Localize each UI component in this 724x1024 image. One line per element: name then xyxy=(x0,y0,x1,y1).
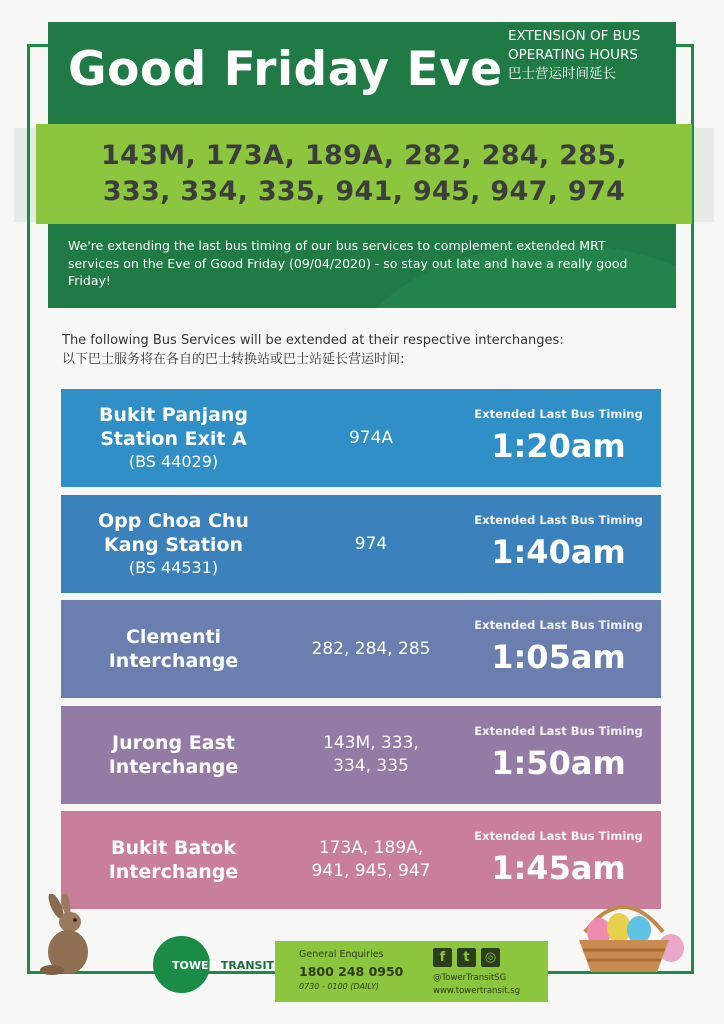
location-line: Bukit Panjang xyxy=(98,404,249,426)
bus-stop-code: (BS 44029) xyxy=(128,452,219,471)
location xyxy=(61,706,286,804)
timing xyxy=(456,706,661,804)
social-handle[interactable]: @TowerTransitSG xyxy=(433,973,507,983)
routes-line-1: 143M, 173A, 189A, 282, 284, 285, xyxy=(101,140,627,171)
location-line: Opp Choa Chu xyxy=(98,510,249,532)
location-line: Interchange xyxy=(108,861,239,883)
timing-label: Extended Last Bus Timing xyxy=(474,829,643,843)
location xyxy=(61,495,286,593)
services-intro-zh: 以下巴士服务将在各自的巴士转换站或巴士站延长营运时间: xyxy=(62,352,405,367)
services xyxy=(286,389,456,487)
intro-text: We're extending the last bus timing of our bus services to complement extended MRT services on the Eve of Good Friday (09/04/2020) - so stay out late and have a really good Friday! xyxy=(68,238,628,288)
location xyxy=(61,600,286,698)
timing-value: 1:05am xyxy=(491,638,626,676)
timing-value: 1:40am xyxy=(491,533,626,571)
interchange-card xyxy=(61,495,661,593)
subtitle-line-3: 巴士营运时间延长 xyxy=(508,66,616,82)
timing-label: Extended Last Bus Timing xyxy=(474,407,643,421)
services-intro xyxy=(62,331,564,369)
service-line: 334, 335 xyxy=(333,756,409,776)
services xyxy=(286,811,456,909)
operating-hours: 0730 - 0100 (DAILY) xyxy=(299,982,380,991)
services xyxy=(286,600,456,698)
subtitle-line-1: EXTENSION OF BUS xyxy=(508,28,641,44)
location-line: Jurong East xyxy=(112,732,235,754)
services xyxy=(286,706,456,804)
timing xyxy=(456,495,661,593)
services-intro-en: The following Bus Services will be extended at their respective interchanges: xyxy=(62,333,564,348)
location-line: Interchange xyxy=(108,756,239,778)
service-line: 941, 945, 947 xyxy=(311,861,431,881)
service-line: 173A, 189A, xyxy=(318,838,424,858)
timing xyxy=(456,389,661,487)
location-line: Bukit Batok xyxy=(111,837,236,859)
interchange-card xyxy=(61,600,661,698)
service-line: 282, 284, 285 xyxy=(311,638,431,659)
bus-stop-code: (BS 44531) xyxy=(128,558,219,577)
location xyxy=(61,389,286,487)
location-line: Station Exit A xyxy=(100,428,247,450)
service-line: 974A xyxy=(348,427,394,448)
website-link[interactable]: www.towertransit.sg xyxy=(433,986,521,996)
timing-value: 1:20am xyxy=(491,427,626,465)
services xyxy=(286,495,456,593)
location-line: Interchange xyxy=(108,650,239,672)
intro-panel xyxy=(48,224,676,308)
contact-panel xyxy=(275,941,548,1002)
logo-text-part1: TOWER xyxy=(172,959,217,972)
twitter-icon[interactable]: t xyxy=(457,948,476,967)
location-line: Clementi xyxy=(125,626,222,648)
rabbit-icon xyxy=(36,894,102,976)
facebook-icon[interactable]: f xyxy=(433,948,452,967)
tower-transit-logo-text xyxy=(172,959,274,972)
timing-label: Extended Last Bus Timing xyxy=(474,724,643,738)
location-line: Kang Station xyxy=(103,534,244,556)
routes-band xyxy=(36,124,692,224)
timing-label: Extended Last Bus Timing xyxy=(474,618,643,632)
page-title: Good Friday Eve xyxy=(68,42,503,97)
timing-value: 1:50am xyxy=(491,744,626,782)
interchange-card xyxy=(61,389,661,487)
header-subtitle xyxy=(508,27,678,84)
social-icons xyxy=(433,948,500,967)
phone-number[interactable]: 1800 248 0950 xyxy=(299,964,404,979)
instagram-icon[interactable]: ◎ xyxy=(481,948,500,967)
timing-value: 1:45am xyxy=(491,849,626,887)
service-line: 974 xyxy=(354,533,388,554)
logo-text-part2: TRANSIT xyxy=(220,959,275,972)
enquiries-label: General Enquiries xyxy=(299,949,384,960)
routes-line-2: 333, 334, 335, 941, 945, 947, 974 xyxy=(102,176,626,207)
service-line: 143M, 333, xyxy=(323,733,419,753)
subtitle-line-2: OPERATING HOURS xyxy=(508,47,639,63)
easter-basket-icon xyxy=(571,892,691,976)
interchange-card xyxy=(61,706,661,804)
timing xyxy=(456,600,661,698)
timing-label: Extended Last Bus Timing xyxy=(474,513,643,527)
